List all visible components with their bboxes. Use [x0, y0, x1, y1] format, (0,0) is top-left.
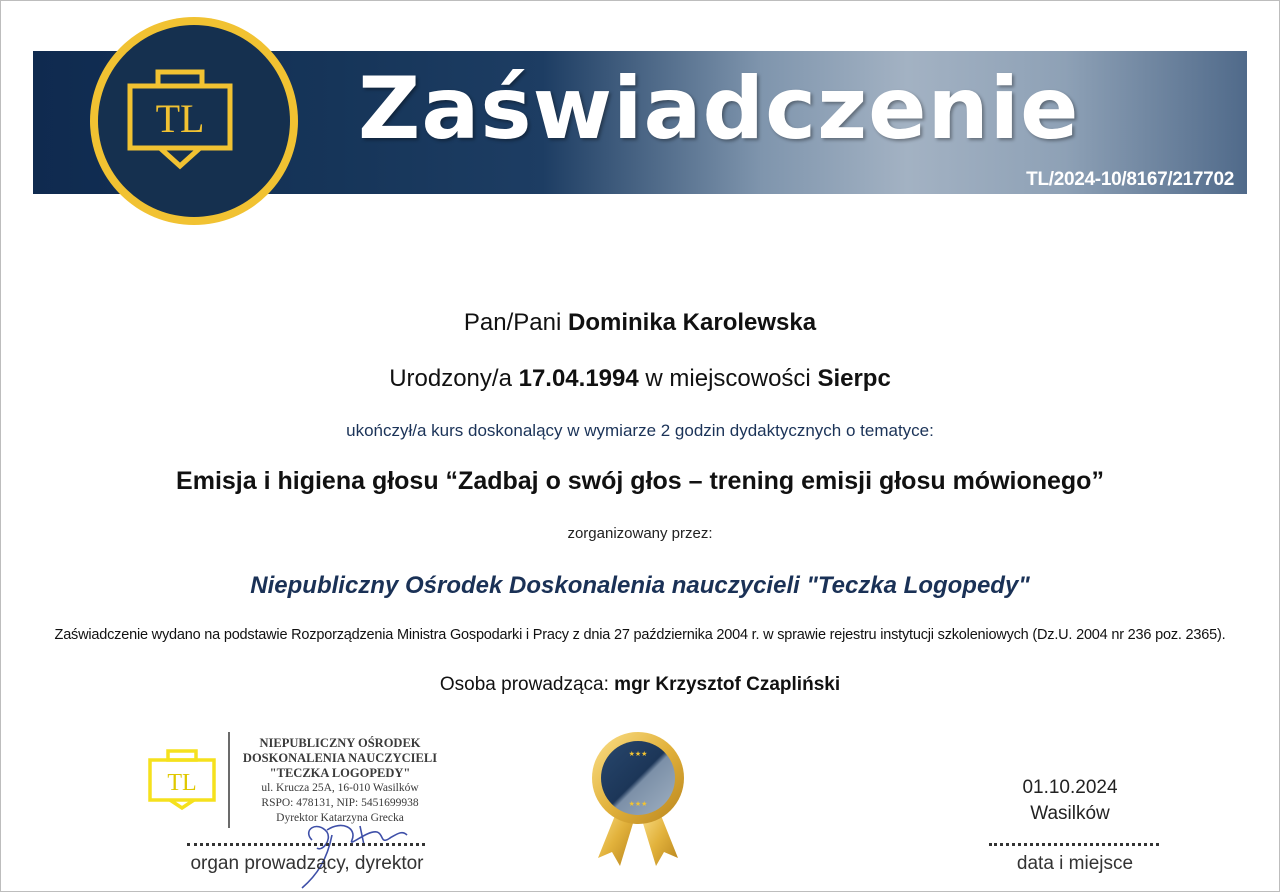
briefcase-logo-icon — [120, 66, 240, 176]
instructor-line — [0, 674, 1280, 696]
stamp-line-1: NIEPUBLICZNY OŚRODEK — [259, 736, 421, 750]
instructor-name: mgr Krzysztof Czapliński — [614, 674, 841, 695]
signature-caption: organ prowadzący, dyrektor — [190, 853, 424, 874]
birth-place: Sierpc — [817, 365, 891, 392]
date-place-caption: data i miejsce — [1016, 853, 1134, 874]
issue-place: Wasilków — [1030, 803, 1110, 824]
svg-text:TL: TL — [167, 770, 197, 796]
recipient-name: Dominika Karolewska — [567, 309, 817, 336]
course-title: Emisja i higiena głosu “Zadbaj o swój głos – trening emisji głosu mówionego” — [176, 467, 1104, 495]
award-rosette-icon — [588, 728, 688, 868]
stamp-line-3: "TECZKA LOGOPEDY" — [269, 766, 411, 780]
stamp-briefcase-icon — [146, 748, 218, 810]
birth-middle: w miejscowości — [645, 365, 811, 392]
signature-line — [187, 843, 425, 846]
stamp-line-5: RSPO: 478131, NIP: 5451699938 — [261, 797, 419, 809]
stamp-divider — [228, 732, 230, 828]
birth-line — [0, 365, 1280, 393]
handwritten-signature — [272, 790, 422, 890]
birth-date: 17.04.1994 — [518, 365, 639, 392]
stamp-line-6: Dyrektor Katarzyna Grecka — [276, 812, 404, 824]
date-place-line — [989, 843, 1159, 846]
stamp-line-4: ul. Krucza 25A, 16-010 Wasilków — [261, 782, 419, 794]
certificate-title: Zaświadczenie — [358, 59, 1080, 159]
issue-date: 01.10.2024 — [1022, 777, 1118, 798]
stamp-line-2: DOSKONALENIA NAUCZYCIELI — [242, 751, 438, 765]
svg-text:TL: TL — [155, 96, 205, 141]
organized-by-label: zorganizowany przez: — [567, 525, 713, 542]
svg-text:★★★: ★★★ — [628, 800, 648, 808]
birth-prefix: Urodzony/a — [389, 365, 512, 392]
recipient-prefix: Pan/Pani — [463, 309, 562, 336]
organizer-name: Niepubliczny Ośrodek Doskonalenia nauczycieli "Teczka Logopedy" — [250, 572, 1030, 599]
course-intro: ukończył/a kurs doskonalący w wymiarze 2 godzin dydaktycznych o tematyce: — [346, 421, 934, 440]
legal-basis: Zaświadczenie wydano na podstawie Rozporządzenia Ministra Gospodarki i Pracy z dnia 27 października 2004 r. w sprawie rejestru instytucji szkoleniowych (Dz.U. 2004 nr 236 poz. 2365). — [54, 627, 1226, 643]
certificate-number: TL/2024-10/8167/217702 — [1026, 169, 1234, 190]
svg-text:★★★: ★★★ — [628, 750, 648, 758]
recipient-line — [0, 309, 1280, 337]
instructor-label: Osoba prowadząca: — [439, 674, 609, 695]
